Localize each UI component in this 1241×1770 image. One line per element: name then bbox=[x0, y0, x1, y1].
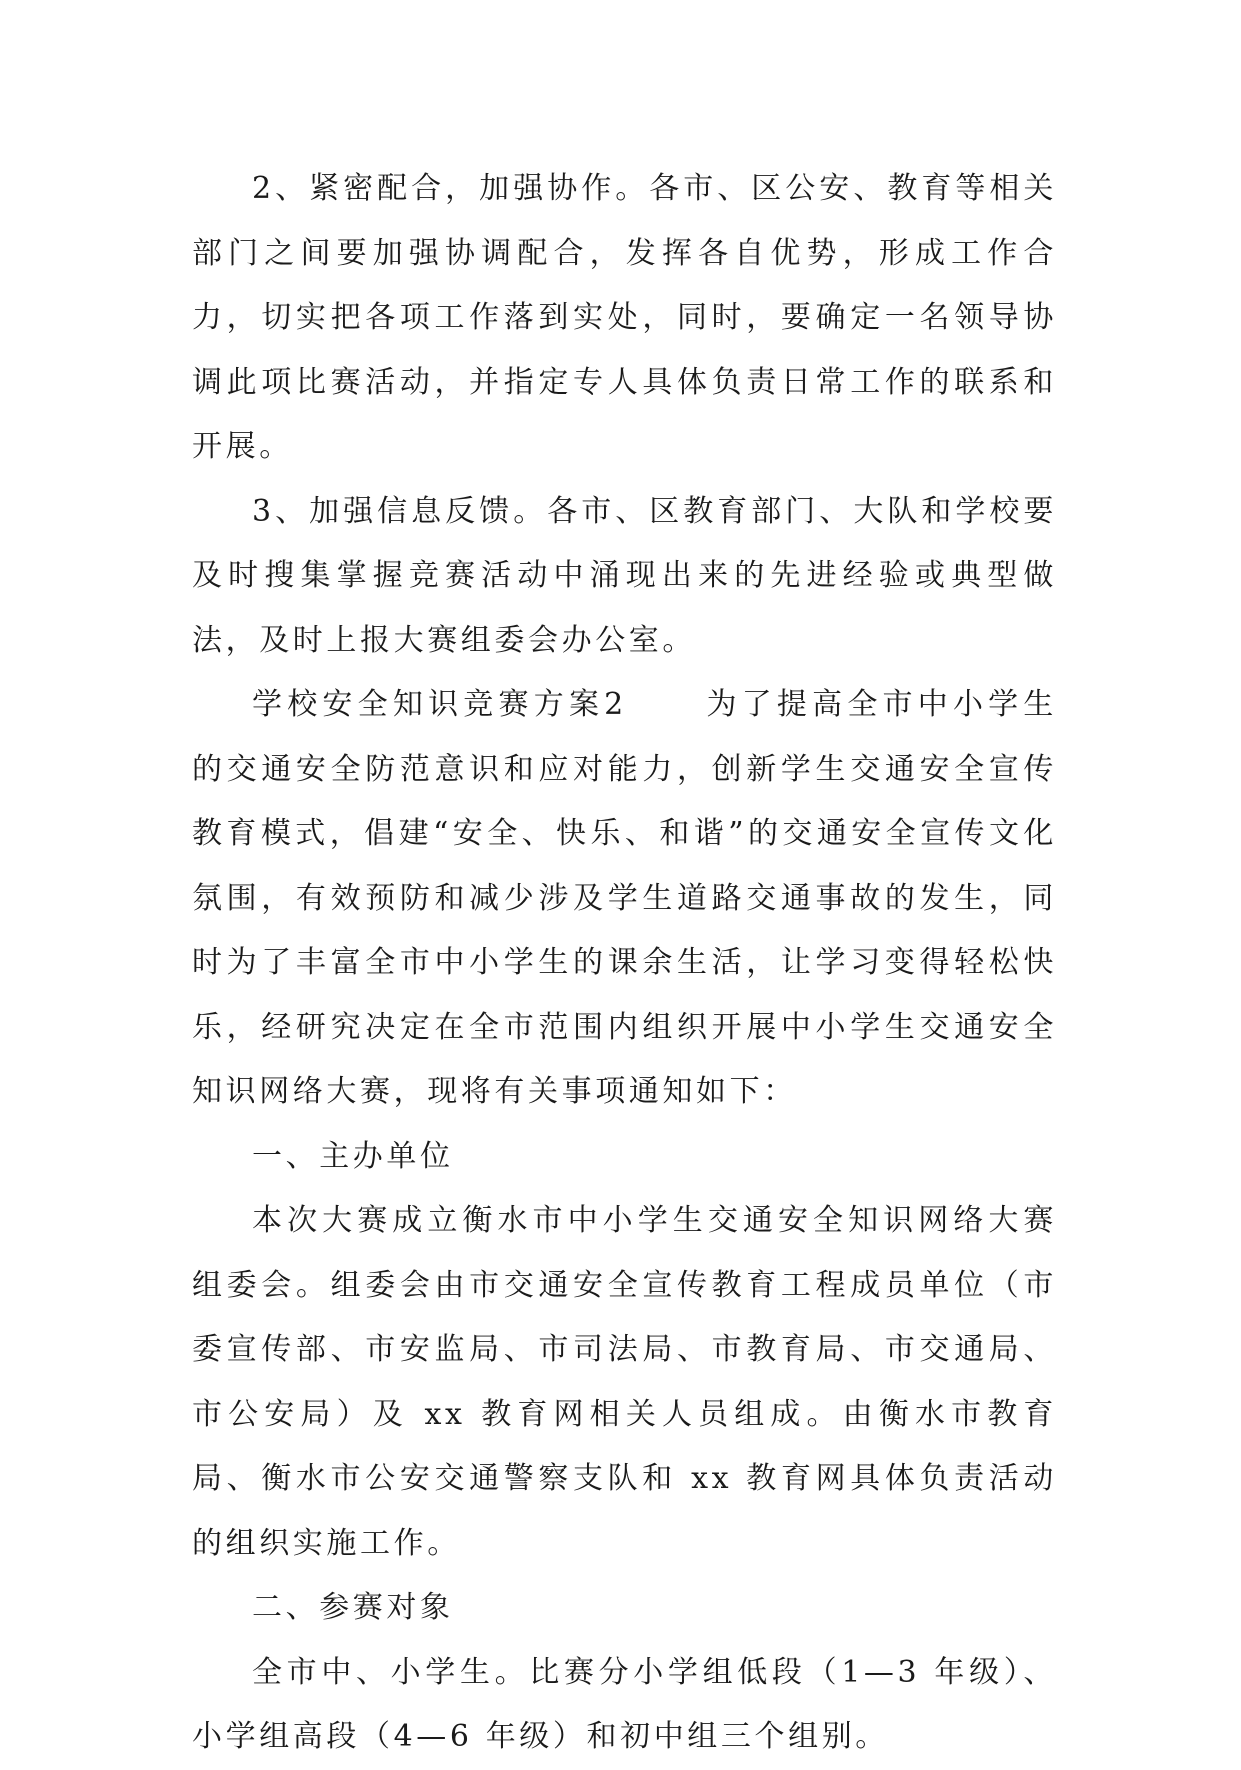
paragraph-participants: 全市中、小学生。比赛分小学组低段（1—3 年级）、小学组高段（4—6 年级）和初中组三个组别。 bbox=[192, 1654, 1057, 1754]
paragraph-organizer: 本次大赛成立衡水市中小学生交通安全知识网络大赛组委会。组委会由市交通安全宣传教育工程成员单位（市委宣传部、市安监局、市司法局、市教育局、市交通局、市公安局）及 xx 教育网相关人员组成。由衡水市教育局、衡水市公安交通警察支队和 xx 教育网具体负责活动的组织实施工作。 bbox=[192, 1203, 1057, 1561]
document-body bbox=[192, 157, 1057, 1770]
plan-intro-text: 为了提高全市中小学生的交通安全防范意识和应对能力，创新学生交通安全宣传教育模式，倡建“安全、快乐、和谐”的交通安全宣传文化氛围，有效预防和减少涉及学生道路交通事故的发生，同时为了丰富全市中小学生的课余生活，让学习变得轻松快乐，经研究决定在全市范围内组织开展中小学生交通安全知识网络大赛，现将有关事项通知如下： bbox=[192, 687, 1057, 1109]
paragraph-feedback: 3、加强信息反馈。各市、区教育部门、大队和学校要及时搜集掌握竞赛活动中涌现出来的先进经验或典型做法，及时上报大赛组委会办公室。 bbox=[192, 493, 1057, 658]
heading-organizer: 一、主办单位 bbox=[252, 1138, 454, 1174]
plan-title: 学校安全知识竞赛方案2 bbox=[252, 687, 627, 722]
paragraph-plan-intro bbox=[192, 673, 1057, 1125]
paragraph-cooperation: 2、紧密配合，加强协作。各市、区公安、教育等相关部门之间要加强协调配合，发挥各自优势，形成工作合力，切实把各项工作落到实处，同时，要确定一名领导协调此项比赛活动，并指定专人具体负责日常工作的联系和开展。 bbox=[192, 171, 1057, 464]
heading-participants: 二、参赛对象 bbox=[252, 1590, 454, 1625]
